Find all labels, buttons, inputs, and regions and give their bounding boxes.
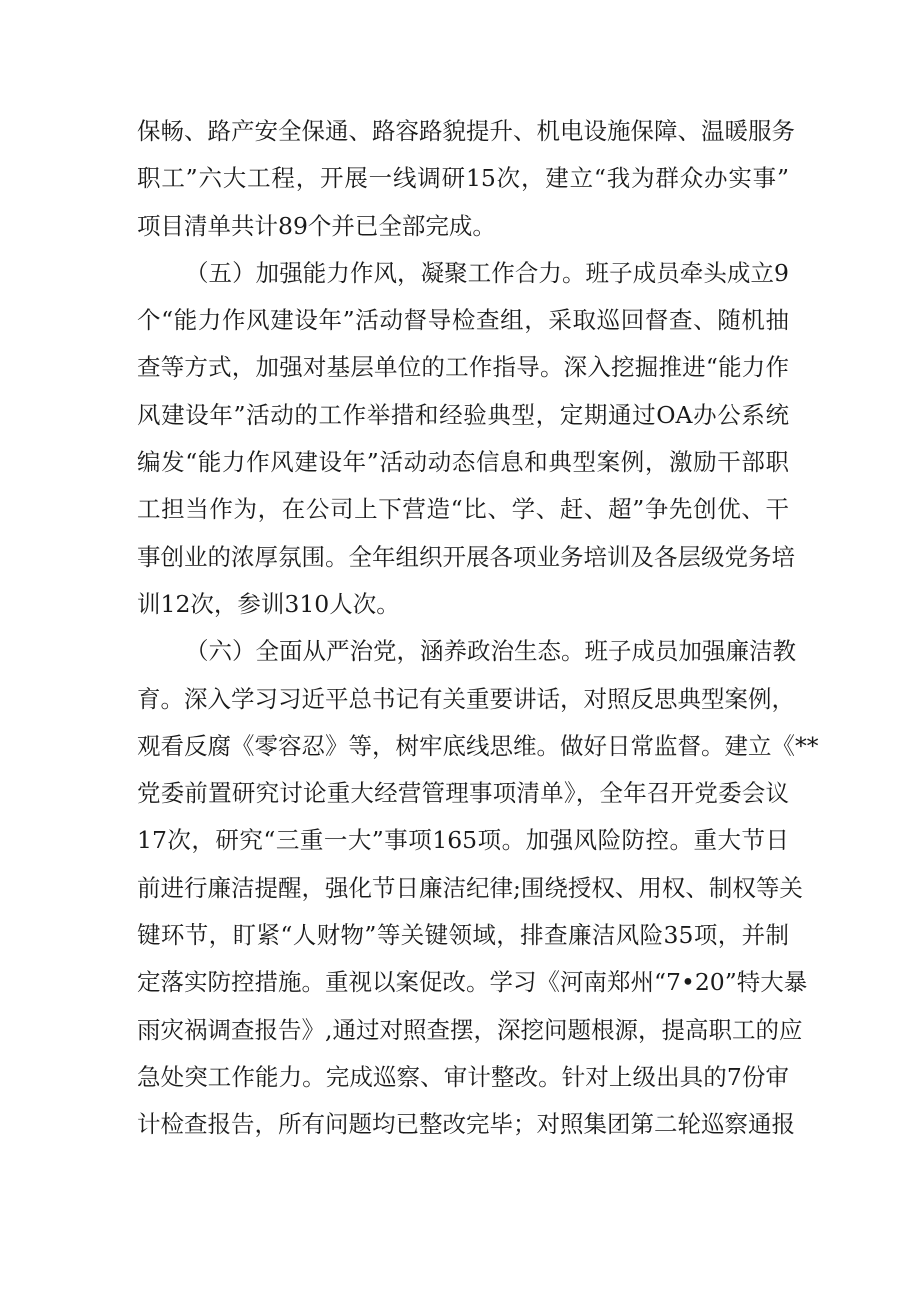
text-line: 计检查报告，所有问题均已整改完毕；对照集团第二轮巡察通报: [137, 1110, 795, 1139]
text-line: 个“能力作风建设年”活动督导检查组，采取巡回督查、随机抽: [137, 306, 789, 335]
document-body: [137, 108, 819, 1149]
text-line: 雨灾祸调查报告》,通过对照查摆，深挖问题根源，提高职工的应: [137, 1015, 803, 1044]
text-line: 键环节，盯紧“人财物”等关键领域，排查廉洁风险35项，并制: [137, 921, 789, 950]
text-line: 项目清单共计89个并已全部完成。: [137, 211, 496, 240]
text-line: （六）全面从严治党，涵养政治生态。班子成员加强廉洁教: [185, 637, 796, 666]
text-line: 17次，研究“三重一大”事项165项。加强风险防控。重大节日: [137, 826, 789, 855]
text-line: 保畅、路产安全保通、路容路貌提升、机电设施保障、温暖服务: [137, 117, 795, 145]
text-line: 职工”六大工程，开展一线调研15次，建立“我为群众办实事”: [137, 164, 789, 193]
text-line: 工担当作为，在公司上下营造“比、学、赶、超”争先创优、干: [137, 495, 789, 524]
text-line: 风建设年”活动的工作举措和经验典型，定期通过OA办公系统: [137, 400, 789, 429]
text-line: 前进行廉洁提醒，强化节日廉洁纪律;围绕授权、用权、制权等关: [137, 873, 803, 902]
text-line: 查等方式，加强对基层单位的工作指导。深入挖掘推进“能力作: [137, 353, 789, 382]
text-line: 训12次，参训310人次。: [137, 589, 400, 618]
text-line: 育。深入学习习近平总书记有关重要讲话，对照反思典型案例，: [137, 684, 795, 713]
text-line: 观看反腐《零容忍》等，树牢底线思维。做好日常监督。建立《**: [137, 731, 819, 760]
text-line: 事创业的浓厚氛围。全年组织开展各项业务培训及各层级党务培: [137, 542, 795, 571]
text-line: 编发“能力作风建设年”活动动态信息和典型案例，激励干部职: [137, 448, 789, 477]
text-line: 急处突工作能力。完成巡察、审计整改。针对上级出具的7份审: [137, 1062, 789, 1091]
text-line: （五）加强能力作风，凝聚工作合力。班子成员牵头成立9: [185, 258, 789, 287]
text-line: 定落实防控措施。重视以案促改。学习《河南郑州“7•20”特大暴: [137, 968, 808, 997]
text-line: 党委前置研究讨论重大经营管理事项清单》，全年召开党委会议: [137, 779, 789, 808]
